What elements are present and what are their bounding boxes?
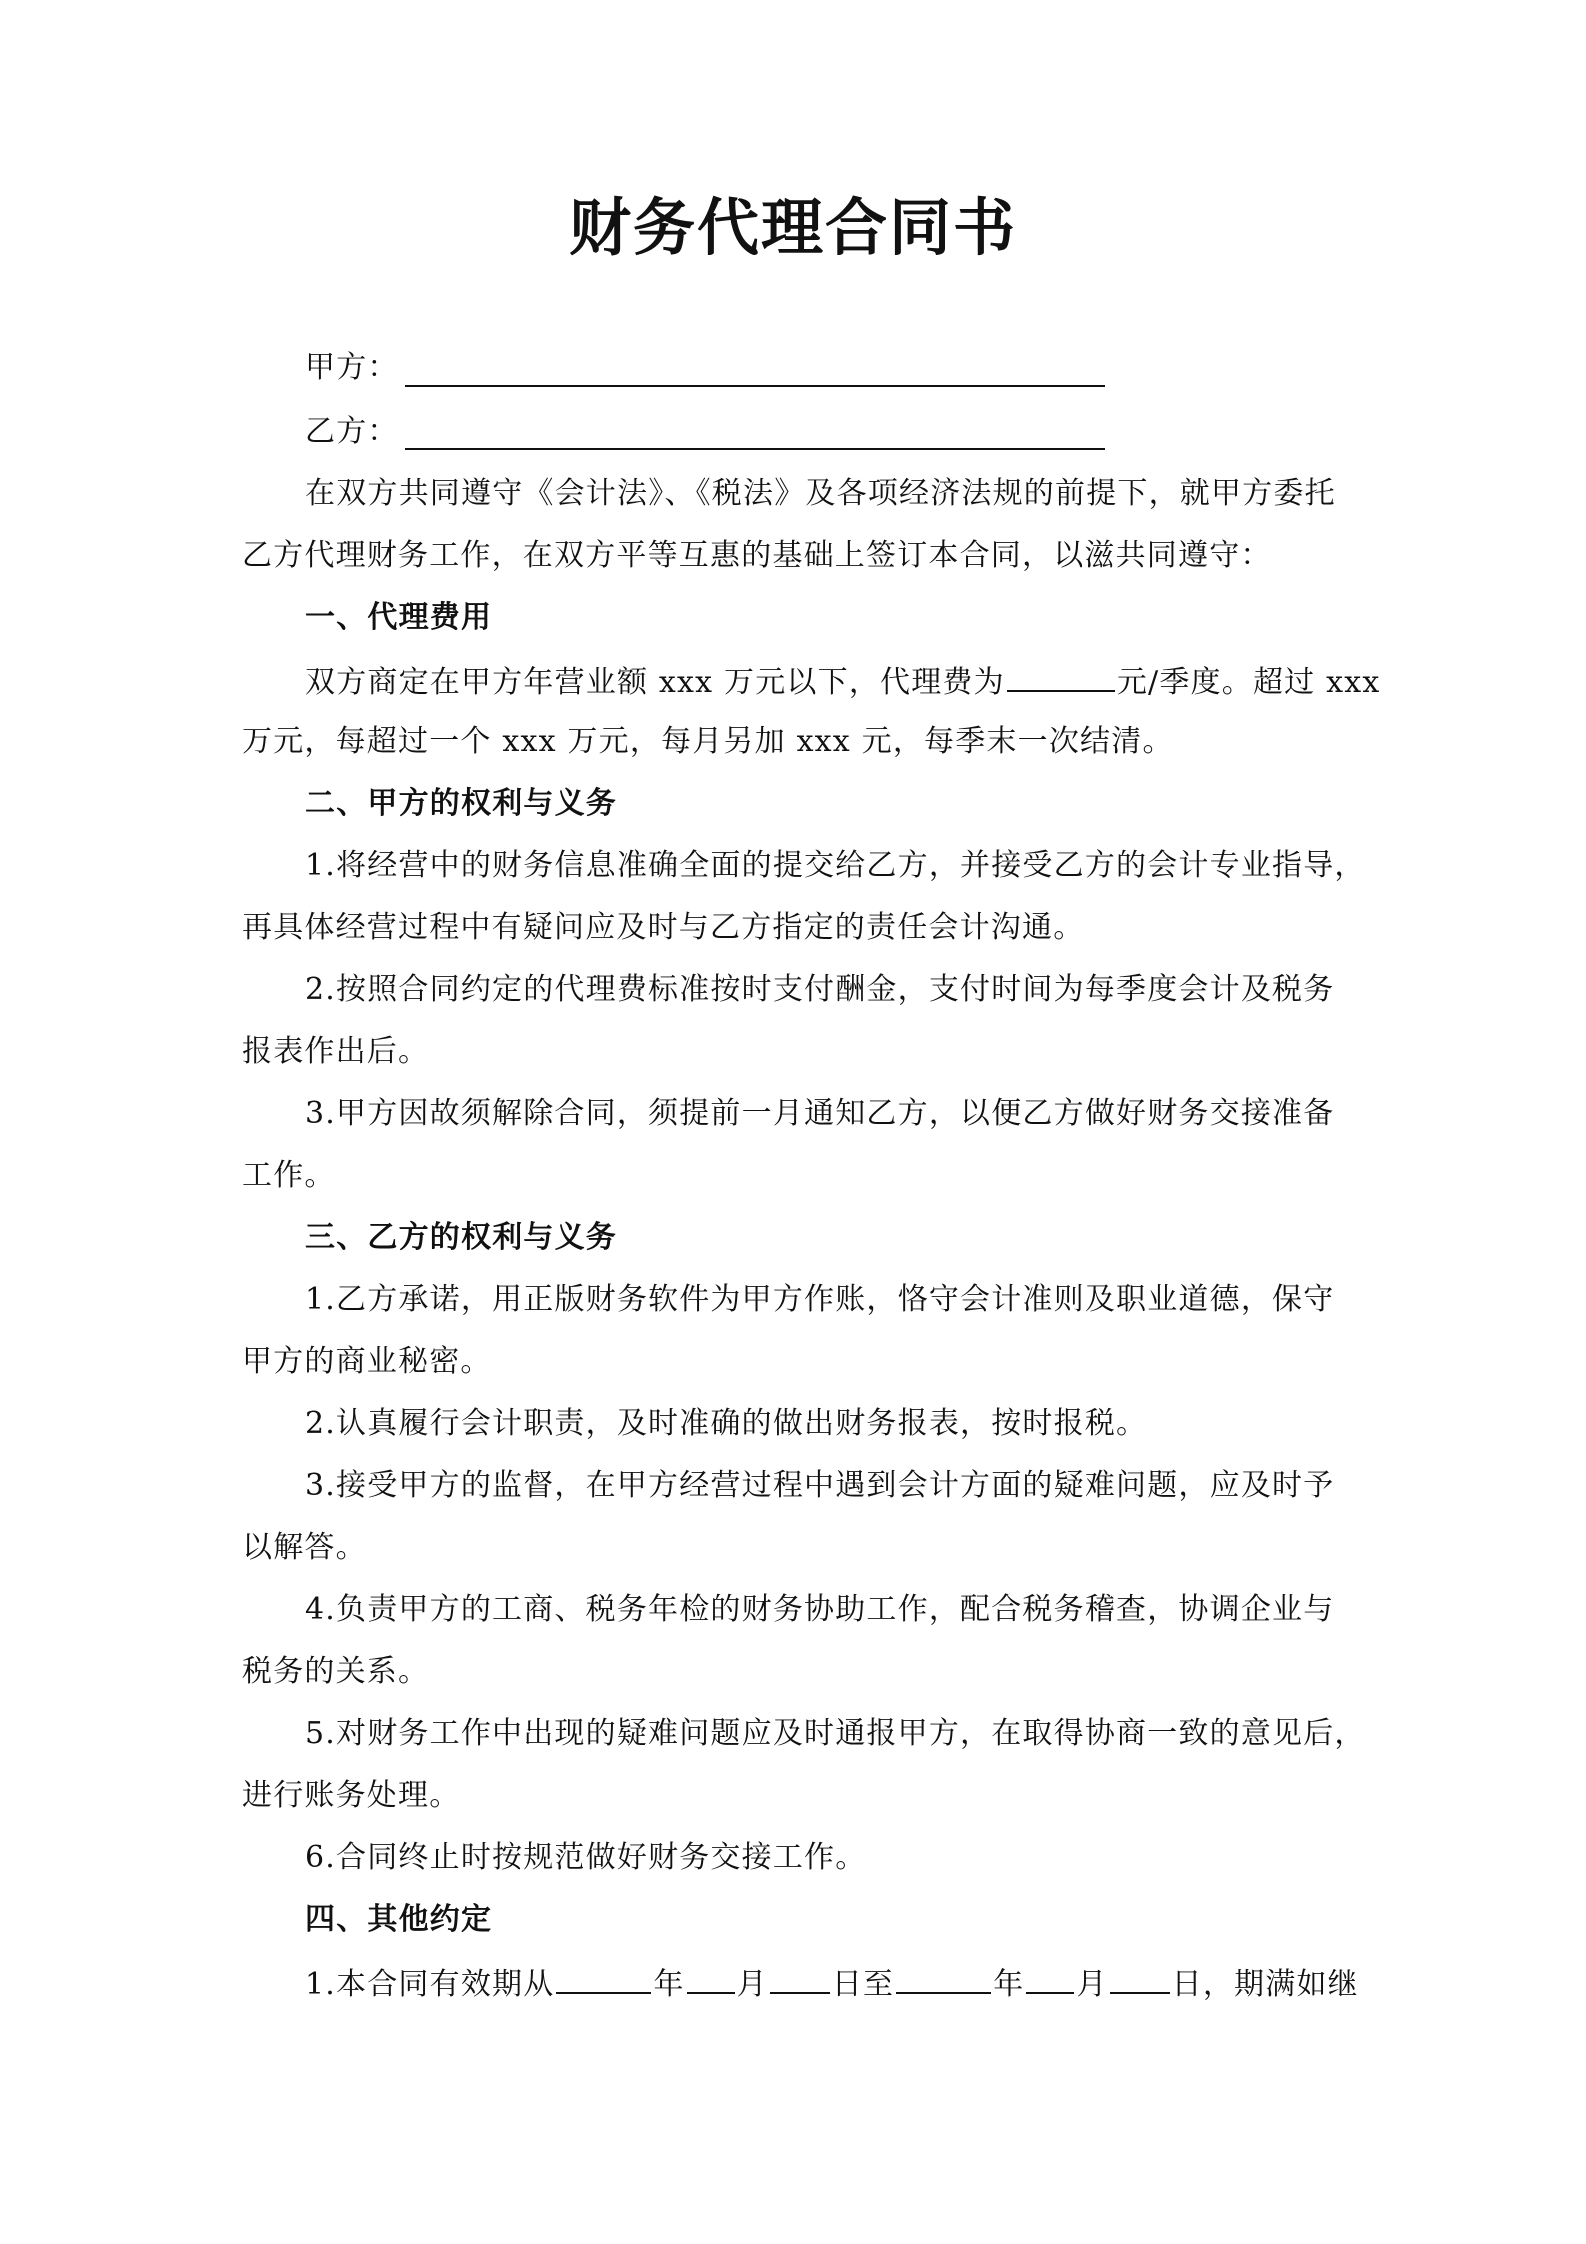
section-1-heading: 一、代理费用 <box>305 600 493 635</box>
section-1-fee-text: 双方商定在甲方年营业额 xxx 万元以下，代理费为 <box>305 665 1005 700</box>
fee-blank <box>1007 660 1115 692</box>
section-3-heading: 三、乙方的权利与义务 <box>305 1220 617 1255</box>
section-1-fee-unit: 元/季度。超过 xxx <box>1116 665 1381 700</box>
section-3-item-2-line-1: 2.认真履行会计职责，及时准确的做出财务报表，按时报税。 <box>305 1406 1148 1441</box>
term-text-end: 日，期满如继 <box>1171 1967 1359 2002</box>
term-text-start: 1.本合同有效期从 <box>305 1967 555 2002</box>
term-month-label-2: 月 <box>1076 1967 1108 2002</box>
term-day-label-1: 日至 <box>831 1967 895 2002</box>
section-3-item-1-line-1: 1.乙方承诺，用正版财务软件为甲方作账，恪守会计准则及职业道德，保守 <box>305 1282 1335 1317</box>
document-title: 财务代理合同书 <box>568 191 1017 264</box>
section-2-item-1-line-2: 再具体经营过程中有疑问应及时与乙方指定的责任会计沟通。 <box>242 910 1085 945</box>
section-2-heading: 二、甲方的权利与义务 <box>305 786 617 821</box>
section-3-item-3-line-2: 以解答。 <box>242 1530 367 1565</box>
party-a-blank <box>405 385 1105 387</box>
preamble-line-2: 乙方代理财务工作，在双方平等互惠的基础上签订本合同，以滋共同遵守： <box>242 538 1272 573</box>
end-year-blank <box>896 1962 991 1994</box>
section-2-item-2-line-2: 报表作出后。 <box>242 1034 430 1069</box>
term-year-label-1: 年 <box>653 1967 685 2002</box>
section-2-item-3-line-1: 3.甲方因故须解除合同，须提前一月通知乙方，以便乙方做好财务交接准备 <box>305 1096 1335 1131</box>
section-2-item-2-line-1: 2.按照合同约定的代理费标准按时支付酬金，支付时间为每季度会计及税务 <box>305 972 1335 1007</box>
section-3-item-6-line-1: 6.合同终止时按规范做好财务交接工作。 <box>305 1840 867 1875</box>
party-b-blank <box>405 448 1105 450</box>
party-a-label: 甲方： <box>305 350 399 385</box>
section-3-item-5-line-1: 5.对财务工作中出现的疑难问题应及时通报甲方，在取得协商一致的意见后， <box>305 1716 1366 1751</box>
section-1-line-1 <box>305 660 1415 703</box>
section-2-item-3-line-2: 工作。 <box>242 1158 336 1193</box>
preamble-line-1: 在双方共同遵守《会计法》、《税法》及各项经济法规的前提下，就甲方委托 <box>305 476 1336 511</box>
section-4-item-1-line-1 <box>305 1962 1415 2005</box>
start-year-blank <box>556 1962 651 1994</box>
section-1-line-2: 万元，每超过一个 xxx 万元，每月另加 xxx 元，每季末一次结清。 <box>242 724 1174 759</box>
section-3-item-1-line-2: 甲方的商业秘密。 <box>242 1344 492 1379</box>
section-4-heading: 四、其他约定 <box>305 1902 493 1937</box>
section-3-item-5-line-2: 进行账务处理。 <box>242 1778 461 1813</box>
start-day-blank <box>770 1962 830 1994</box>
term-year-label-2: 年 <box>993 1967 1025 2002</box>
term-month-label-1: 月 <box>736 1967 768 2002</box>
end-day-blank <box>1110 1962 1170 1994</box>
section-3-item-4-line-1: 4.负责甲方的工商、税务年检的财务协助工作，配合税务稽查，协调企业与 <box>305 1592 1335 1627</box>
start-month-blank <box>687 1962 735 1994</box>
section-2-item-1-line-1: 1.将经营中的财务信息准确全面的提交给乙方，并接受乙方的会计专业指导， <box>305 848 1366 883</box>
section-3-item-3-line-1: 3.接受甲方的监督，在甲方经营过程中遇到会计方面的疑难问题，应及时予 <box>305 1468 1335 1503</box>
end-month-blank <box>1026 1962 1074 1994</box>
party-b-label: 乙方： <box>305 414 399 449</box>
section-3-item-4-line-2: 税务的关系。 <box>242 1654 430 1689</box>
